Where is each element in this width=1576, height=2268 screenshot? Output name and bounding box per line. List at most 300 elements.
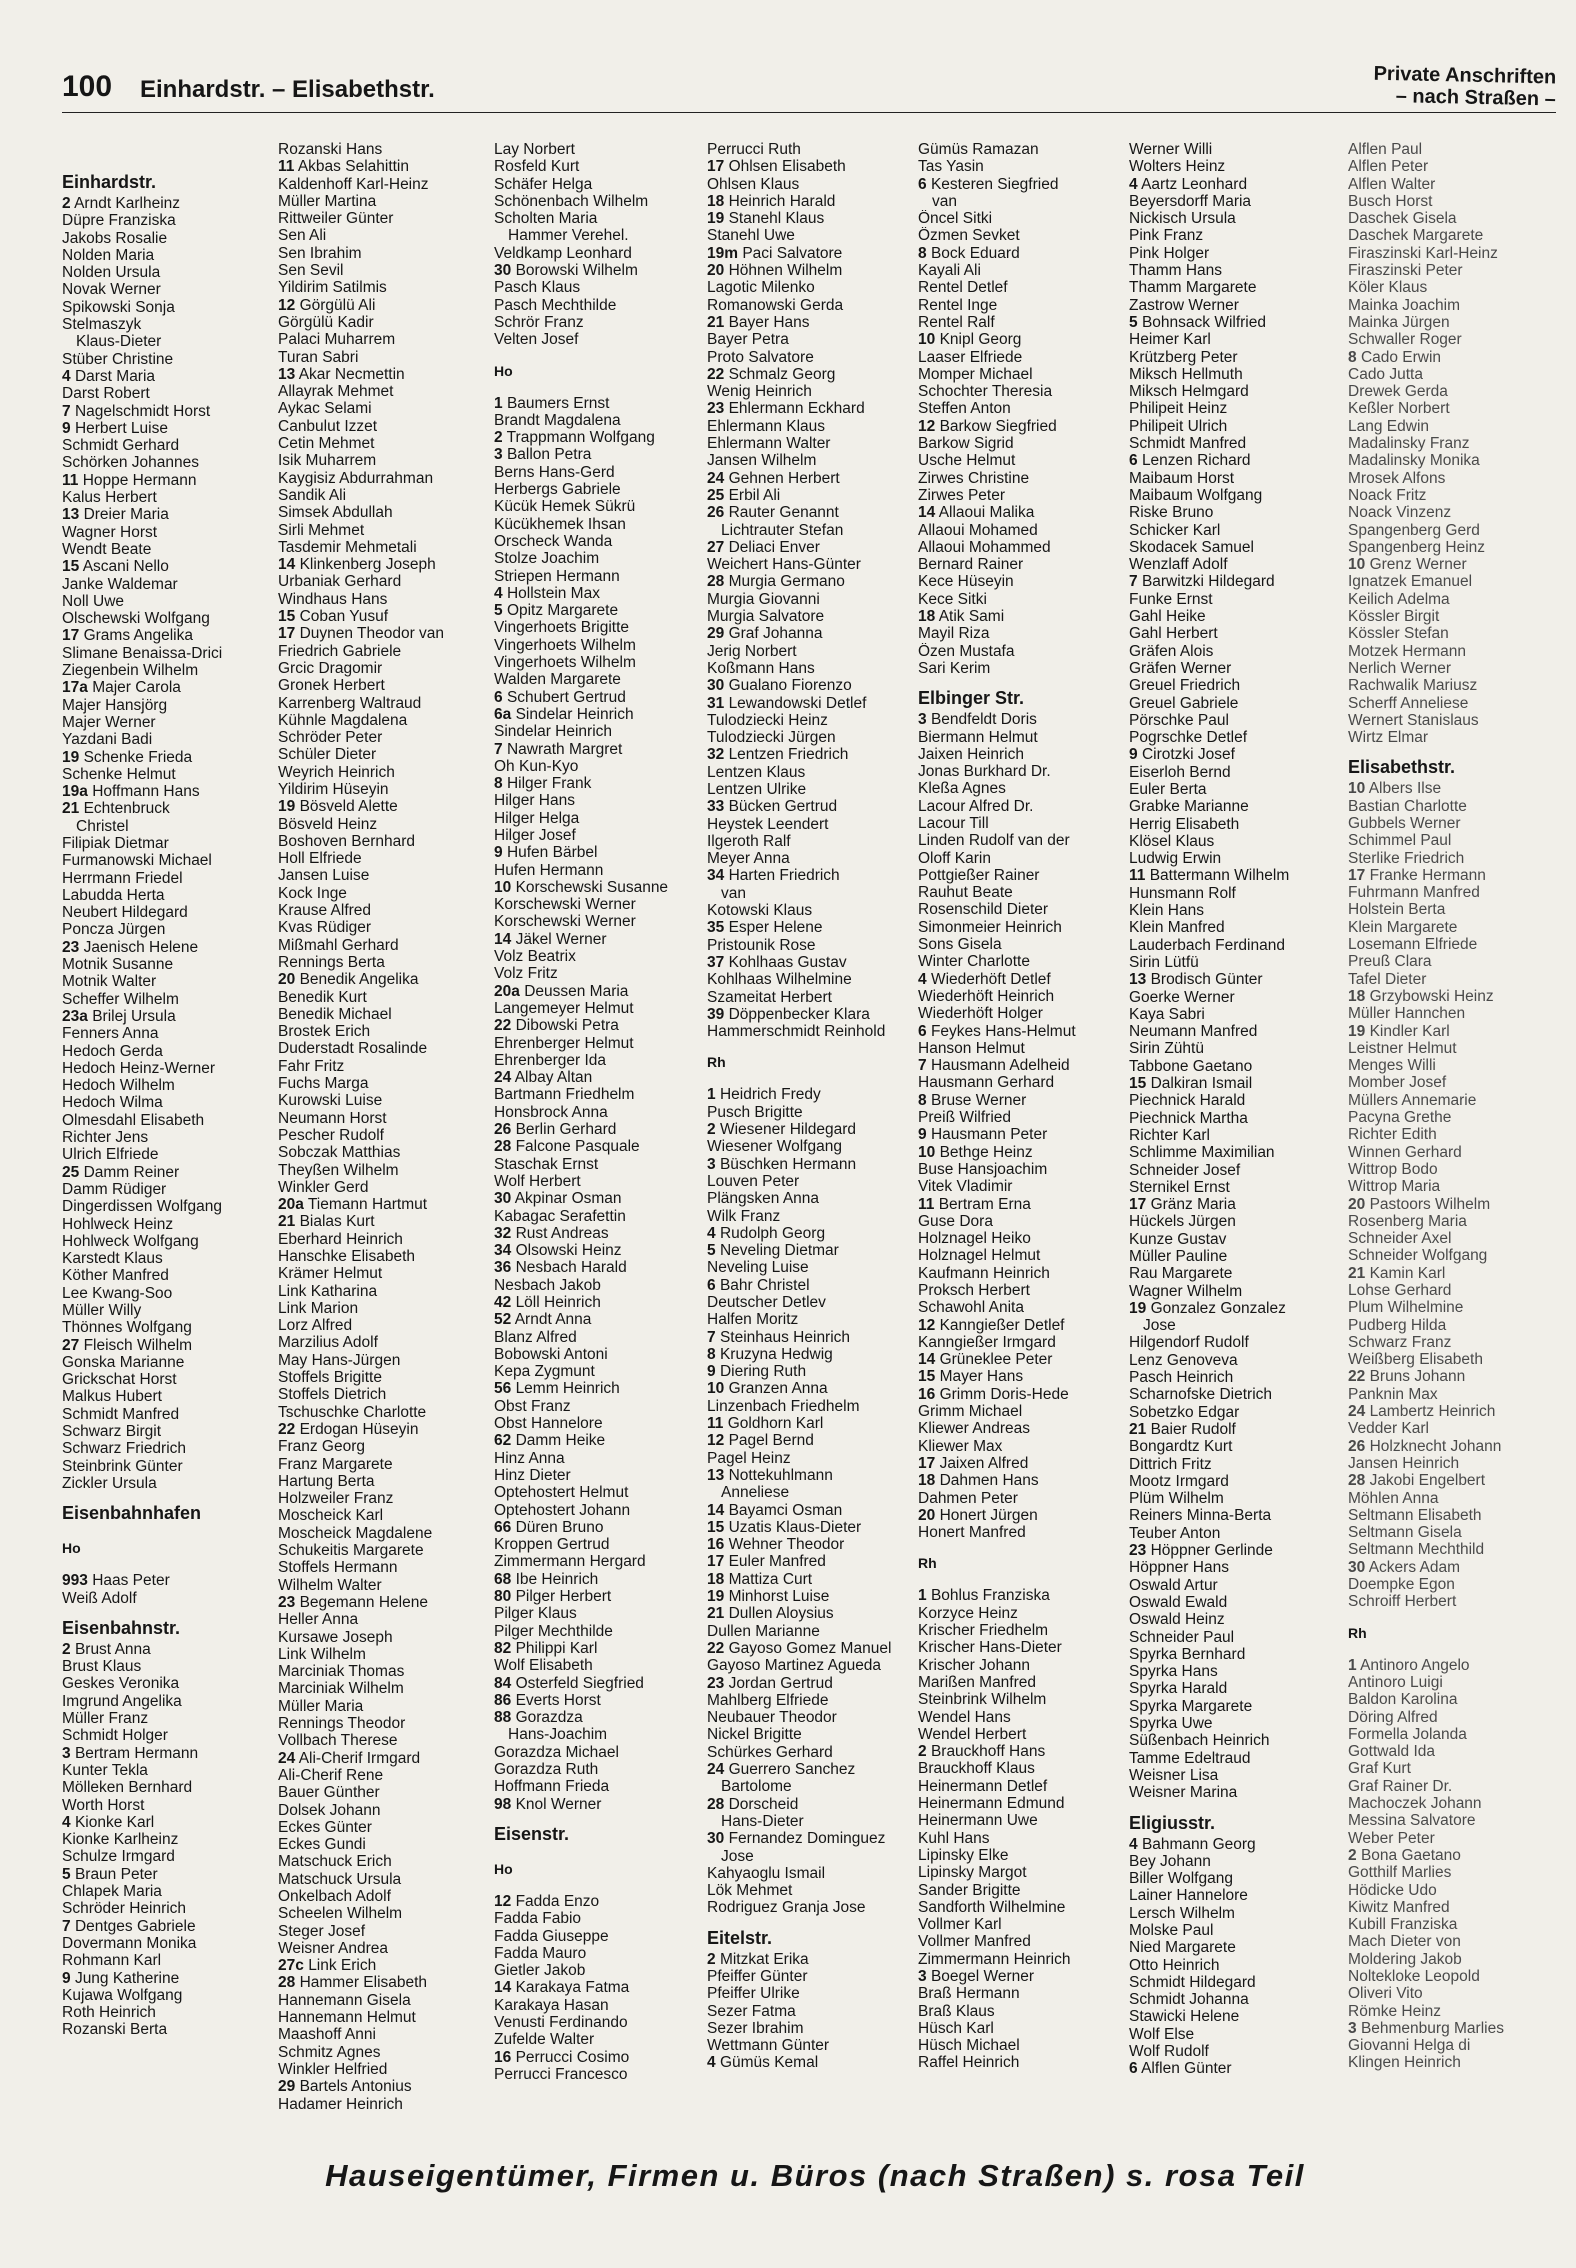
- resident-entry: [707, 1657, 917, 1674]
- resident-entry: [1348, 1144, 1566, 1161]
- resident-name: Klein Manfred: [1129, 919, 1225, 937]
- resident-entry: [1348, 1743, 1566, 1760]
- resident-name: Köther Manfred: [62, 1267, 169, 1285]
- resident-name: Battermann Wilhelm: [1149, 867, 1290, 885]
- resident-entry: [62, 1233, 272, 1250]
- resident-entry: [918, 1622, 1128, 1639]
- resident-entry: [494, 1796, 704, 1813]
- resident-name: Volz Fritz: [494, 965, 558, 983]
- resident-entry: [62, 1900, 272, 1917]
- house-number: 22: [494, 1017, 512, 1035]
- resident-name: Steinbrink Wilhelm: [918, 1691, 1047, 1709]
- resident-name: Antinoro Angelo: [1360, 1656, 1470, 1674]
- resident-name: Özmen Sevket: [918, 227, 1020, 245]
- resident-name: Kleßa Agnes: [918, 780, 1006, 798]
- house-number: 7: [1129, 573, 1138, 591]
- resident-name: Majer Werner: [62, 713, 156, 731]
- resident-name: Tamme Edeltraud: [1129, 1749, 1251, 1767]
- resident-name: Kalus Herbert: [62, 489, 157, 507]
- resident-name: Rentel Ralf: [918, 313, 995, 331]
- resident-name: Schürkes Gerhard: [707, 1743, 833, 1761]
- house-number: 30: [707, 1830, 725, 1848]
- district-label: Rh: [707, 1054, 726, 1071]
- resident-entry: [918, 936, 1128, 953]
- resident-name: Kaldenhoff Karl-Heinz: [278, 175, 429, 193]
- resident-entry: [707, 1363, 917, 1380]
- resident-name: Fuchs Marga: [278, 1075, 369, 1093]
- house-number: 24: [278, 1749, 296, 1767]
- resident-name: Franz Margarete: [278, 1455, 393, 1473]
- resident-entry: [1129, 1663, 1339, 1680]
- resident-name: Oswald Ewald: [1129, 1593, 1228, 1611]
- house-number: 1: [707, 1086, 716, 1104]
- resident-entry: [278, 487, 488, 504]
- resident-name: Vedder Karl: [1348, 1420, 1429, 1438]
- resident-entry: [707, 1208, 917, 1225]
- resident-entry: [494, 1190, 704, 1207]
- resident-name: Cetin Mehmet: [278, 435, 375, 453]
- house-number: 4: [1129, 175, 1138, 193]
- resident-name: Gahl Heike: [1129, 608, 1206, 626]
- resident-entry: [707, 764, 917, 781]
- resident-entry: [278, 1265, 488, 1282]
- resident-entry: [707, 989, 917, 1006]
- resident-name: Karakaya Fatma: [515, 1979, 630, 1997]
- resident-name: Eckes Günter: [278, 1818, 372, 1836]
- resident-name: Erbil Ali: [728, 486, 781, 504]
- resident-name: Wolf Rudolf: [1129, 2043, 1209, 2061]
- resident-name: Reiners Minna-Berta: [1129, 1507, 1272, 1525]
- resident-entry: [1129, 1887, 1339, 1904]
- resident-name: Wittrop Bodo: [1348, 1160, 1438, 1178]
- resident-entry: [1348, 1899, 1566, 1916]
- resident-name: Hoffmann Frieda: [494, 1778, 610, 1796]
- house-number: 19m: [707, 244, 739, 262]
- resident-name: Dullen Aloysius: [728, 1605, 834, 1623]
- house-number: 88: [494, 1709, 512, 1727]
- resident-name: Matschuck Erich: [278, 1853, 392, 1871]
- resident-name: Hammer Elisabeth: [299, 1974, 428, 1992]
- resident-entry: [278, 1940, 488, 1957]
- page-number: 100: [62, 70, 113, 103]
- house-number: 28: [707, 573, 725, 591]
- resident-entry: [707, 1623, 917, 1640]
- resident-name: Kliewer Andreas: [918, 1420, 1031, 1438]
- resident-name: Momper Michael: [918, 365, 1033, 383]
- resident-entry: [918, 400, 1128, 417]
- resident-entry: [707, 660, 917, 677]
- resident-name: Rau Margarete: [1129, 1265, 1233, 1283]
- resident-name: Haas Peter: [92, 1572, 170, 1590]
- resident-name: Walden Margarete: [494, 671, 621, 689]
- resident-name: Mayil Riza: [918, 625, 990, 643]
- resident-entry: [494, 1979, 704, 1996]
- house-number: 23: [707, 400, 725, 418]
- resident-name: Kayali Ali: [918, 262, 981, 280]
- resident-entry: [1129, 1507, 1339, 1524]
- resident-entry: [1348, 591, 1566, 608]
- house-number: 25: [707, 486, 725, 504]
- resident-entry: [1129, 937, 1339, 954]
- resident-name: Kursawe Joseph: [278, 1628, 393, 1646]
- resident-name: Jansen Luise: [278, 867, 370, 885]
- house-number: 6: [918, 175, 927, 193]
- resident-entry: [918, 867, 1128, 884]
- resident-name: Darst Robert: [62, 385, 150, 403]
- house-number: 13: [278, 365, 296, 383]
- resident-entry: [707, 383, 917, 400]
- resident-name: Chlapek Maria: [62, 1883, 162, 1901]
- resident-entry: [278, 2061, 488, 2078]
- resident-entry: [494, 1277, 704, 1294]
- resident-entry: [278, 539, 488, 556]
- resident-entry: [1129, 2026, 1339, 2043]
- resident-name: Gränz Maria: [1150, 1196, 1236, 1214]
- resident-entry: [1348, 1092, 1566, 1109]
- resident-name: Pasch Heinrich: [1129, 1369, 1234, 1387]
- house-number: 4: [1129, 1835, 1138, 1853]
- resident-name: Ibe Heinrich: [515, 1570, 599, 1588]
- resident-name: Jaixen Heinrich: [918, 745, 1024, 763]
- resident-name: Volz Beatrix: [494, 948, 576, 966]
- resident-entry: [62, 1970, 272, 1987]
- resident-name: Graf Johanna: [728, 625, 823, 643]
- resident-name: Murgia Giovanni: [707, 590, 820, 608]
- resident-name: Bohlus Franziska: [930, 1587, 1050, 1605]
- resident-entry: [918, 1951, 1128, 1968]
- resident-name: Kruzyna Hedwig: [719, 1345, 833, 1363]
- resident-name: Isik Muharrem: [278, 452, 377, 470]
- resident-name: Allaoui Mohammed: [918, 538, 1051, 556]
- resident-entry: [1348, 1023, 1566, 1040]
- resident-name: Kunter Tekla: [62, 1761, 148, 1779]
- resident-name: Rennings Theodor: [278, 1715, 406, 1733]
- resident-entry: [1348, 1334, 1566, 1351]
- resident-name: Korschewski Werner: [494, 896, 636, 914]
- resident-name: Coban Yusuf: [299, 608, 389, 626]
- resident-entry: [494, 1138, 704, 1155]
- resident-name: Sindelar Heinrich: [494, 723, 613, 741]
- resident-name: Hilger Josef: [494, 826, 576, 844]
- resident-entry: [918, 522, 1128, 539]
- resident-entry: [278, 677, 488, 694]
- resident-entry: [494, 262, 704, 279]
- resident-name: Kaufmann Heinrich: [918, 1264, 1050, 1282]
- resident-entry: [494, 1657, 704, 1674]
- resident-entry: [62, 1745, 272, 1762]
- resident-entry: [494, 245, 704, 262]
- resident-name: Weisner Lisa: [1129, 1766, 1219, 1784]
- resident-name: Lacour Till: [918, 814, 989, 832]
- resident-name: Behmenburg Marlies: [1360, 2019, 1504, 2037]
- resident-entry: [1129, 1317, 1339, 1334]
- house-number: 4: [918, 970, 927, 988]
- resident-name: Ehlermann Walter: [707, 435, 831, 453]
- resident-name: Heinermann Edmund: [918, 1795, 1065, 1813]
- resident-entry: [62, 385, 272, 402]
- resident-name: Kössler Stefan: [1348, 625, 1449, 643]
- house-number: 17: [918, 1454, 936, 1472]
- resident-entry: [1129, 1732, 1339, 1749]
- resident-name: Schwarz Franz: [1348, 1333, 1452, 1351]
- resident-name: Sen Ibrahim: [278, 244, 362, 262]
- house-number: 34: [707, 867, 725, 885]
- resident-entry: [707, 556, 917, 573]
- house-number: 19: [278, 798, 296, 816]
- resident-entry: [918, 245, 1128, 262]
- resident-name: Rauhut Beate: [918, 884, 1013, 902]
- resident-entry: [707, 1311, 917, 1328]
- house-number: 26: [494, 1121, 512, 1139]
- resident-name: Brostek Erich: [278, 1023, 371, 1041]
- resident-entry: [918, 2003, 1128, 2020]
- resident-entry: [278, 625, 488, 642]
- resident-entry: [707, 1640, 917, 1657]
- resident-entry: [1129, 1767, 1339, 1784]
- house-number: 18: [707, 1570, 725, 1588]
- resident-entry: [494, 1709, 704, 1726]
- house-number: 8: [918, 1091, 927, 1109]
- resident-entry: [1348, 1709, 1566, 1726]
- resident-entry: [707, 1571, 917, 1588]
- resident-entry: [62, 1590, 272, 1607]
- resident-entry: [494, 1588, 704, 1605]
- resident-entry: [278, 1507, 488, 1524]
- resident-name: Zufelde Walter: [494, 2031, 595, 2049]
- resident-entry: [1348, 262, 1566, 279]
- resident-entry: [62, 645, 272, 662]
- resident-entry: [1129, 1213, 1339, 1230]
- resident-entry: [1129, 1974, 1339, 1991]
- resident-entry: [278, 1283, 488, 1300]
- resident-name: Braß Klaus: [918, 2002, 995, 2020]
- resident-name: Gayoso Martinez Agueda: [707, 1657, 882, 1675]
- resident-name: Baier Rudolf: [1150, 1420, 1236, 1438]
- resident-entry: [1348, 1213, 1566, 1230]
- house-number: 4: [707, 1224, 716, 1242]
- resident-name: Kuhl Hans: [918, 1829, 990, 1847]
- resident-entry: [707, 1023, 917, 1040]
- resident-entry: [62, 212, 272, 229]
- resident-entry: [494, 931, 704, 948]
- resident-name: Messina Salvatore: [1348, 1812, 1476, 1830]
- resident-name: Diering Ruth: [719, 1363, 807, 1381]
- resident-name: Stanehl Uwe: [707, 227, 795, 245]
- resident-name: Schmitz Agnes: [278, 2043, 381, 2061]
- resident-name: Krämer Helmut: [278, 1265, 383, 1283]
- resident-entry: [278, 1473, 488, 1490]
- resident-name: van: [932, 192, 957, 210]
- house-number: 18: [918, 1472, 936, 1490]
- resident-name: Krause Alfred: [278, 902, 372, 920]
- resident-entry: [707, 867, 917, 884]
- resident-entry: [494, 1744, 704, 1761]
- resident-entry: [62, 1267, 272, 1284]
- resident-name: Tas Yasin: [918, 158, 984, 176]
- house-number: 27: [707, 538, 725, 556]
- house-number: 14: [278, 556, 296, 574]
- resident-name: Bertram Hermann: [74, 1744, 199, 1762]
- resident-name: Neubauer Theodor: [707, 1709, 837, 1727]
- street-heading: Einhardstr.: [62, 172, 157, 192]
- resident-entry: [278, 1231, 488, 1248]
- resident-entry: [707, 833, 917, 850]
- resident-name: Stanehl Klaus: [728, 210, 825, 228]
- resident-entry: [278, 833, 488, 850]
- house-number: 2: [918, 1743, 927, 1761]
- resident-entry: [918, 2037, 1128, 2054]
- resident-name: Sirli Mehmet: [278, 521, 365, 539]
- resident-name: Holznagel Heiko: [918, 1230, 1031, 1248]
- resident-name: Veldkamp Leonhard: [494, 244, 632, 262]
- resident-name: Molske Paul: [1129, 1921, 1214, 1939]
- resident-entry: [707, 1985, 917, 2002]
- resident-entry: [62, 1216, 272, 1233]
- resident-entry: [278, 1559, 488, 1576]
- resident-name: Dibowski Petra: [515, 1017, 619, 1035]
- resident-entry: [707, 919, 917, 936]
- resident-entry: [62, 1848, 272, 1865]
- house-number: 12: [494, 1892, 512, 1910]
- resident-entry: [918, 746, 1128, 763]
- resident-entry: [1348, 1230, 1566, 1247]
- resident-name: Eiserloh Bernd: [1129, 763, 1231, 781]
- resident-name: Höppner Gerlinde: [1150, 1542, 1273, 1560]
- resident-name: Simonmeier Heinrich: [918, 918, 1062, 936]
- resident-name: Anneliese: [721, 1484, 790, 1502]
- resident-name: Atik Sami: [938, 608, 1005, 626]
- resident-name: Lentzen Ulrike: [707, 780, 807, 798]
- house-number: 23: [278, 1593, 296, 1611]
- resident-name: Proto Salvatore: [707, 348, 814, 366]
- resident-entry: [278, 2078, 488, 2095]
- resident-entry: [1129, 1248, 1339, 1265]
- resident-name: Damm Reiner: [83, 1163, 180, 1181]
- resident-entry: [278, 435, 488, 452]
- resident-entry: [918, 2054, 1128, 2071]
- resident-entry: [62, 506, 272, 523]
- resident-name: Wernert Stanislaus: [1348, 711, 1479, 729]
- resident-name: Lauderbach Ferdinand: [1129, 936, 1285, 954]
- resident-name: Schubert Gertrud: [506, 688, 626, 706]
- resident-name: Pagel Bernd: [728, 1432, 814, 1450]
- street-heading: Eisenstr.: [494, 1823, 570, 1844]
- resident-name: Zirwes Christine: [918, 469, 1030, 487]
- resident-entry: [494, 1225, 704, 1242]
- resident-entry: [62, 489, 272, 506]
- resident-entry: [707, 971, 917, 988]
- resident-name: Bernard Rainer: [918, 556, 1024, 574]
- resident-name: Losemann Elfriede: [1348, 936, 1478, 954]
- resident-name: Alflen Paul: [1348, 141, 1423, 158]
- resident-entry: [62, 766, 272, 783]
- house-number: 25: [62, 1163, 80, 1181]
- resident-entry: [707, 608, 917, 625]
- resident-name: Baldon Karolina: [1348, 1691, 1458, 1709]
- resident-name: Lorz Alfred: [278, 1317, 353, 1335]
- house-number: 9: [62, 419, 71, 437]
- resident-entry: [278, 400, 488, 417]
- resident-name: Optehostert Helmut: [494, 1484, 629, 1502]
- resident-entry: [707, 279, 917, 296]
- house-number: 16: [494, 2048, 512, 2066]
- resident-entry: [278, 522, 488, 539]
- resident-name: Bethge Heinz: [939, 1143, 1033, 1161]
- resident-entry: [918, 1524, 1128, 1541]
- resident-entry: [278, 1853, 488, 1870]
- resident-name: Wolf Herbert: [494, 1172, 581, 1190]
- resident-entry: [707, 1502, 917, 1519]
- resident-entry: [62, 1181, 272, 1198]
- resident-name: Labudda Herta: [62, 886, 165, 904]
- resident-entry: [1129, 625, 1339, 642]
- resident-entry: [1348, 1778, 1566, 1795]
- resident-name: Brandt Magdalena: [494, 411, 621, 429]
- resident-entry: [1129, 418, 1339, 435]
- resident-name: Deutscher Detlev: [707, 1294, 826, 1311]
- resident-name: Görgülü Kadir: [278, 313, 374, 331]
- resident-name: Linzenbach Friedhelm: [707, 1397, 860, 1415]
- resident-entry: [62, 524, 272, 541]
- resident-entry: [62, 1250, 272, 1267]
- resident-name: Cirotzki Josef: [1141, 746, 1235, 764]
- resident-entry: [918, 349, 1128, 366]
- resident-name: Matschuck Ursula: [278, 1870, 402, 1888]
- resident-entry: [918, 798, 1128, 815]
- resident-name: Dahmen Hans: [939, 1472, 1039, 1490]
- resident-entry: [1129, 677, 1339, 694]
- resident-name: Ignatzek Emanuel: [1348, 573, 1473, 591]
- resident-entry: [62, 1025, 272, 1042]
- resident-name: Obst Hannelore: [494, 1415, 603, 1433]
- resident-name: Wenzlaff Adolf: [1129, 556, 1228, 574]
- resident-name: Ulrich Elfriede: [62, 1146, 159, 1164]
- resident-name: Malkus Hubert: [62, 1388, 162, 1406]
- house-number: 30: [494, 262, 512, 280]
- resident-name: Keilich Adelma: [1348, 590, 1450, 608]
- house-number: 82: [494, 1639, 512, 1657]
- resident-entry: [707, 2037, 917, 2054]
- resident-entry: [1348, 539, 1566, 556]
- house-number: 4: [62, 367, 71, 385]
- resident-entry: [494, 1173, 704, 1190]
- resident-name: Jordan Gertrud: [728, 1674, 833, 1692]
- house-number: 11: [918, 1195, 935, 1213]
- resident-entry: [1348, 1507, 1566, 1524]
- resident-entry: [278, 504, 488, 521]
- resident-name: Stoffels Dietrich: [278, 1386, 387, 1404]
- resident-name: Everts Horst: [515, 1691, 601, 1709]
- resident-entry: [918, 1196, 1128, 1213]
- house-number: 9: [494, 844, 503, 862]
- resident-name: Müllers Annemarie: [1348, 1091, 1477, 1109]
- house-number: 13: [707, 1466, 725, 1484]
- resident-entry: [1129, 798, 1339, 815]
- resident-name: Lipinsky Margot: [918, 1864, 1027, 1882]
- resident-entry: [918, 176, 1128, 193]
- resident-entry: [1348, 1299, 1566, 1316]
- resident-entry: [918, 1743, 1128, 1760]
- resident-name: Wenig Heinrich: [707, 383, 812, 401]
- resident-entry: [278, 2044, 488, 2061]
- resident-entry: [1129, 764, 1339, 781]
- resident-name: Rennings Berta: [278, 953, 385, 971]
- resident-entry: [1129, 435, 1339, 452]
- resident-entry: [278, 1646, 488, 1663]
- resident-entry: [707, 1553, 917, 1570]
- house-number: 10: [494, 878, 512, 896]
- resident-entry: [1348, 210, 1566, 227]
